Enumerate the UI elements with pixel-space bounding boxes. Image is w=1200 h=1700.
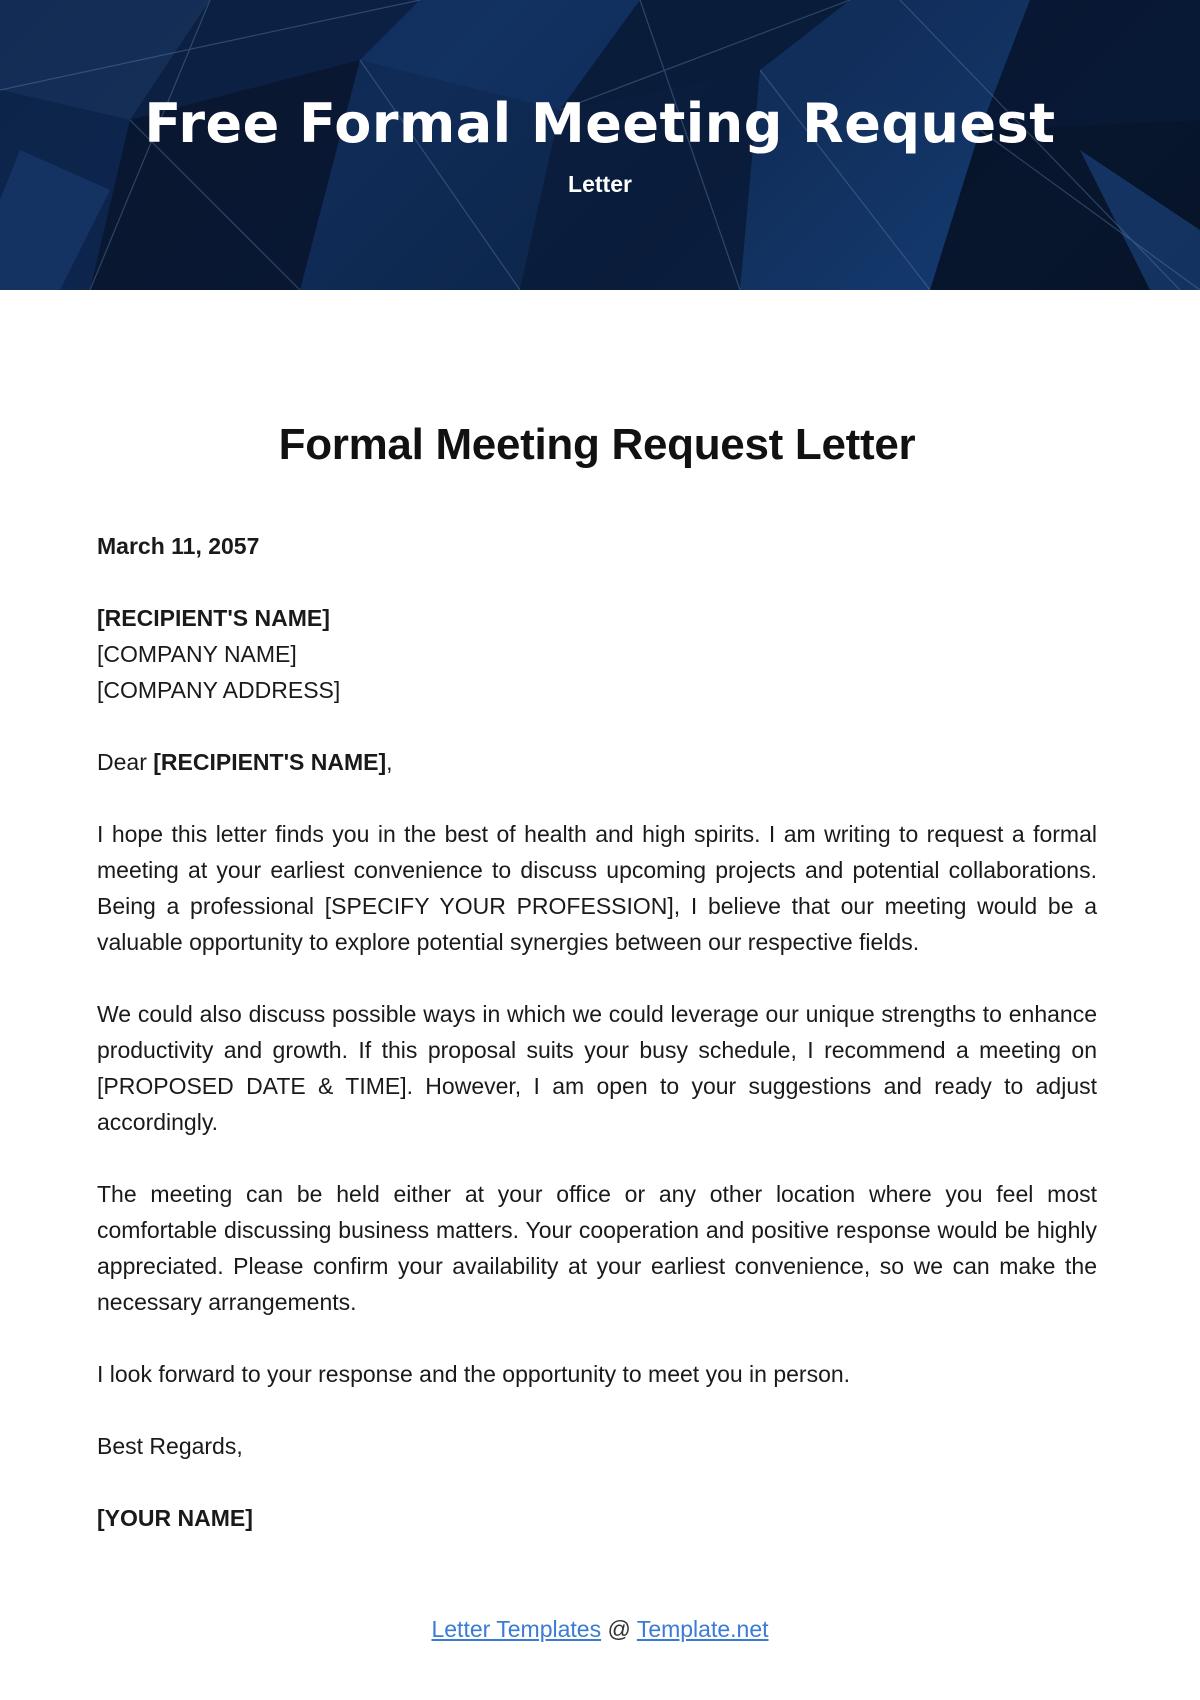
body-paragraph-2: We could also discuss possible ways in which we could leverage our unique strengths to enhance productivity and growth. If this proposal suits your busy schedule, I recommend a meeting on [PROPOSED DATE & TIME]. However, I am open to your suggestions and ready to adjust accordingly.: [97, 1001, 1097, 1135]
banner-subtitle: Letter: [568, 171, 632, 197]
body-paragraph-3: The meeting can be held either at your office or any other location where you feel most comfortable discussing business matters. Your cooperation and positive response would be highly appreciated. Please confirm your availability at your earliest convenience, so we can make the necessary arrangements.: [97, 1181, 1097, 1315]
closing: Best Regards,: [97, 1433, 243, 1459]
letter-templates-link[interactable]: Letter Templates: [431, 1616, 602, 1642]
salutation-name: [RECIPIENT'S NAME]: [153, 749, 387, 775]
signature: [YOUR NAME]: [97, 1505, 253, 1531]
salutation: [97, 744, 1097, 780]
salutation-prefix: Dear: [97, 749, 154, 775]
letter-body: [97, 420, 1097, 1536]
letter-date: March 11, 2057: [97, 533, 260, 559]
template-net-link[interactable]: Template.net: [636, 1616, 769, 1642]
recipient-block: [97, 600, 1097, 708]
header-banner: [0, 0, 1200, 290]
body-paragraph-1: I hope this letter finds you in the best of health and high spirits. I am writing to request a formal meeting at your earliest convenience to discuss upcoming projects and potential collaborations. Being a professional [SPECIFY YOUR PROFESSION], I believe that our meeting would be a valuable opportunity to explore potential synergies between our respective fields.: [97, 821, 1097, 955]
body-paragraph-4: I look forward to your response and the opportunity to meet you in person.: [97, 1361, 851, 1387]
banner-title: Free Formal Meeting Request: [144, 92, 1056, 155]
recipient-company: [COMPANY NAME]: [97, 641, 297, 667]
footer-separator: @: [601, 1616, 637, 1642]
footer: [0, 1616, 1200, 1643]
recipient-name: [RECIPIENT'S NAME]: [97, 605, 330, 631]
document-title: Formal Meeting Request Letter: [278, 420, 916, 469]
salutation-suffix: ,: [386, 749, 393, 775]
recipient-address: [COMPANY ADDRESS]: [97, 677, 341, 703]
